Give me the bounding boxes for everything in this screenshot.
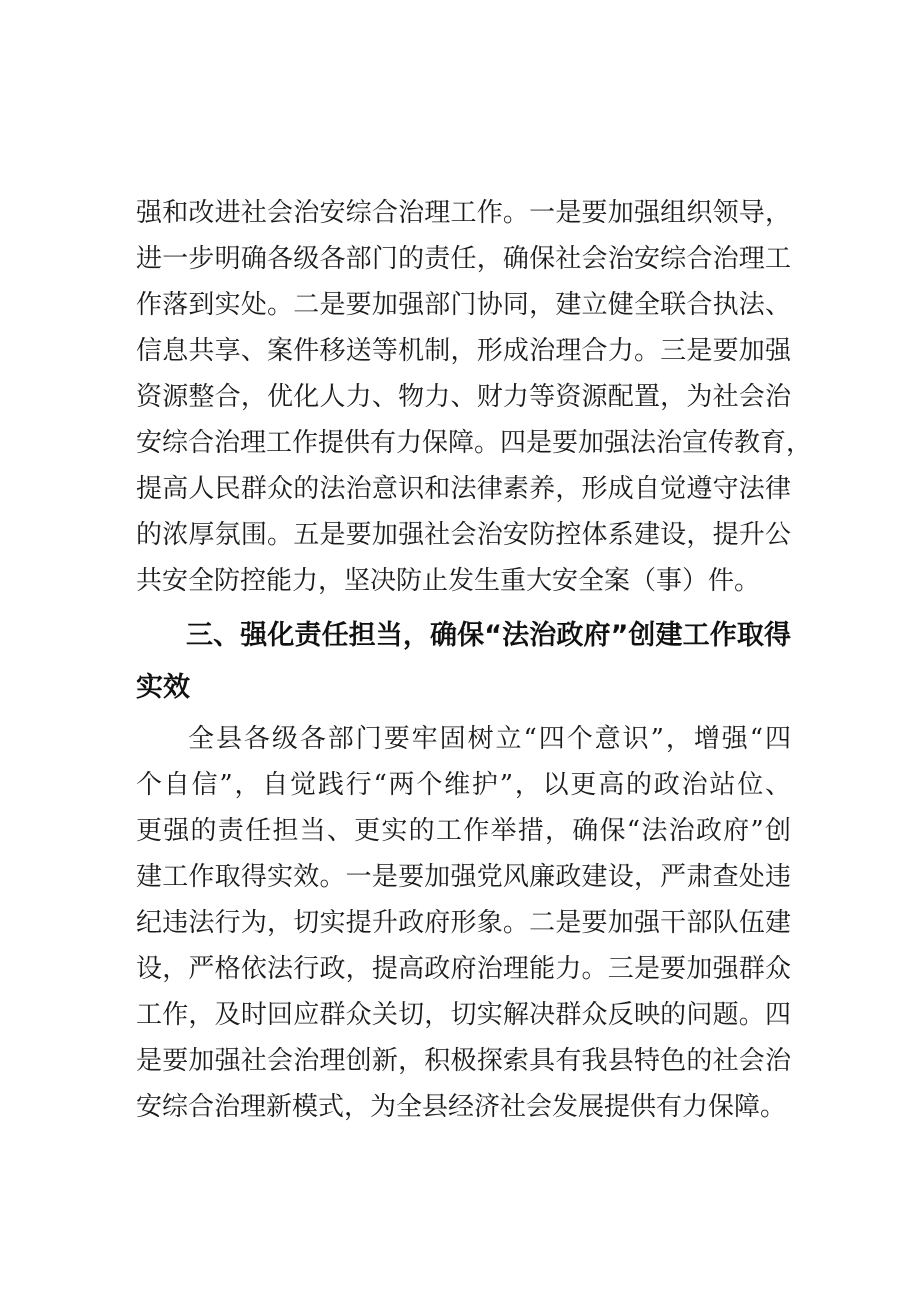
text-line: 安综合治理工作提供有力保障。四是要加强法治宣传教育， bbox=[136, 428, 813, 458]
text-line: 工作，及时回应群众关切，切实解决群众反映的问题。四 bbox=[136, 1000, 791, 1030]
text-line: 个自信”，自觉践行“两个维护”，以更高的政治站位、 bbox=[136, 770, 791, 800]
text-line: 提高人民群众的法治意识和法律素养，形成自觉遵守法律 bbox=[136, 474, 791, 504]
text-line: 共安全防控能力，坚决防止发生重大安全案（事）件。 bbox=[136, 566, 761, 596]
document-body bbox=[136, 190, 813, 1130]
section-heading-line: 实效 bbox=[136, 672, 190, 703]
text-line: 全县各级各部门要牢固树立“四个意识”，增强“四 bbox=[188, 724, 791, 754]
text-line: 强和改进社会治安综合治理工作。一是要加强组织领导， bbox=[136, 198, 791, 228]
text-line: 进一步明确各级各部门的责任，确保社会治安综合治理工 bbox=[136, 244, 791, 274]
text-line: 纪违法行为，切实提升政府形象。二是要加强干部队伍建 bbox=[136, 908, 791, 938]
text-line: 资源整合，优化人力、物力、财力等资源配置，为社会治 bbox=[136, 382, 791, 412]
section-heading-line: 三、强化责任担当，确保“法治政府”创建工作取得 bbox=[186, 620, 791, 651]
text-line: 更强的责任担当、更实的工作举措，确保“法治政府”创 bbox=[136, 816, 791, 846]
paragraph-public-security bbox=[136, 190, 813, 604]
text-line: 安综合治理新模式，为全县经济社会发展提供有力保障。 bbox=[136, 1092, 787, 1122]
section-heading-3 bbox=[136, 610, 791, 714]
text-line: 信息共享、案件移送等机制，形成治理合力。三是要加强 bbox=[136, 336, 791, 366]
text-line: 是要加强社会治理创新，积极探索具有我县特色的社会治 bbox=[136, 1046, 791, 1076]
text-line: 建工作取得实效。一是要加强党风廉政建设，严肃查处违 bbox=[136, 862, 791, 892]
text-line: 作落到实处。二是要加强部门协同，建立健全联合执法、 bbox=[136, 290, 791, 320]
text-line: 设，严格依法行政，提高政府治理能力。三是要加强群众 bbox=[136, 954, 791, 984]
text-line: 的浓厚氛围。五是要加强社会治安防控体系建设，提升公 bbox=[136, 520, 791, 550]
paragraph-law-based-government bbox=[136, 716, 791, 1130]
